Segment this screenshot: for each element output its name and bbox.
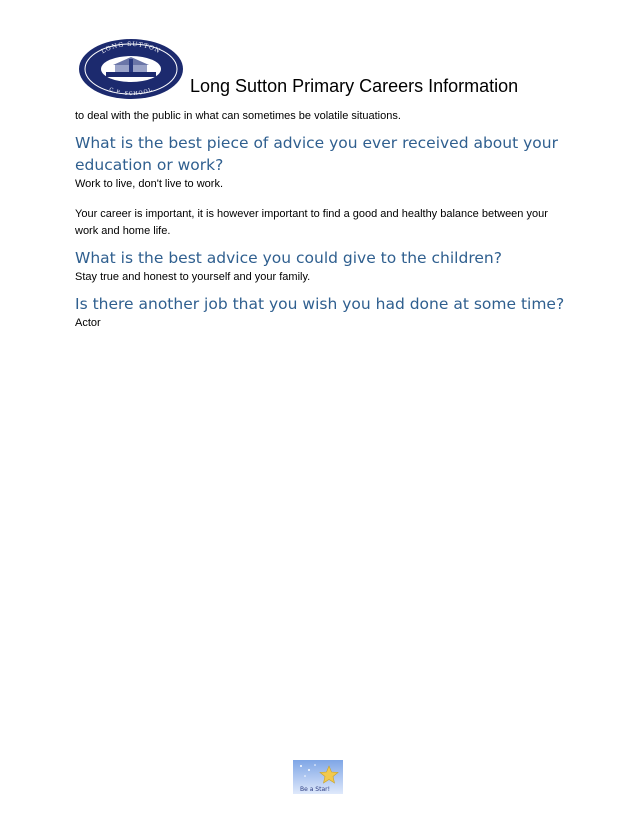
answer-advice-children: Stay true and honest to yourself and your family.: [75, 271, 311, 283]
badge-text: Be a Star!: [299, 786, 331, 793]
be-a-star-badge: [293, 760, 343, 794]
logo-text-bottom: C.P. SCHOOL: [108, 86, 154, 98]
logo-text-top: LONG SUTTON: [100, 40, 162, 56]
question-other-job: Is there another job that you wish you had done at some time?: [75, 295, 565, 313]
intro-continuation: to deal with the public in what can sometimes be volatile situations.: [75, 110, 401, 122]
school-logo: [78, 38, 184, 100]
question-advice-received: What is the best piece of advice you ever received about your education or work?: [75, 134, 558, 174]
answer-advice-received-detail: Your career is important, it is however important to find a good and healthy balance between your work and home life.: [75, 208, 548, 237]
question-advice-children: What is the best advice you could give to the children?: [75, 249, 502, 267]
document-body: [75, 108, 565, 332]
page-title: Long Sutton Primary Careers Information: [190, 76, 519, 96]
answer-other-job: Actor: [75, 317, 101, 329]
answer-advice-received: Work to live, don't live to work.: [75, 178, 224, 190]
